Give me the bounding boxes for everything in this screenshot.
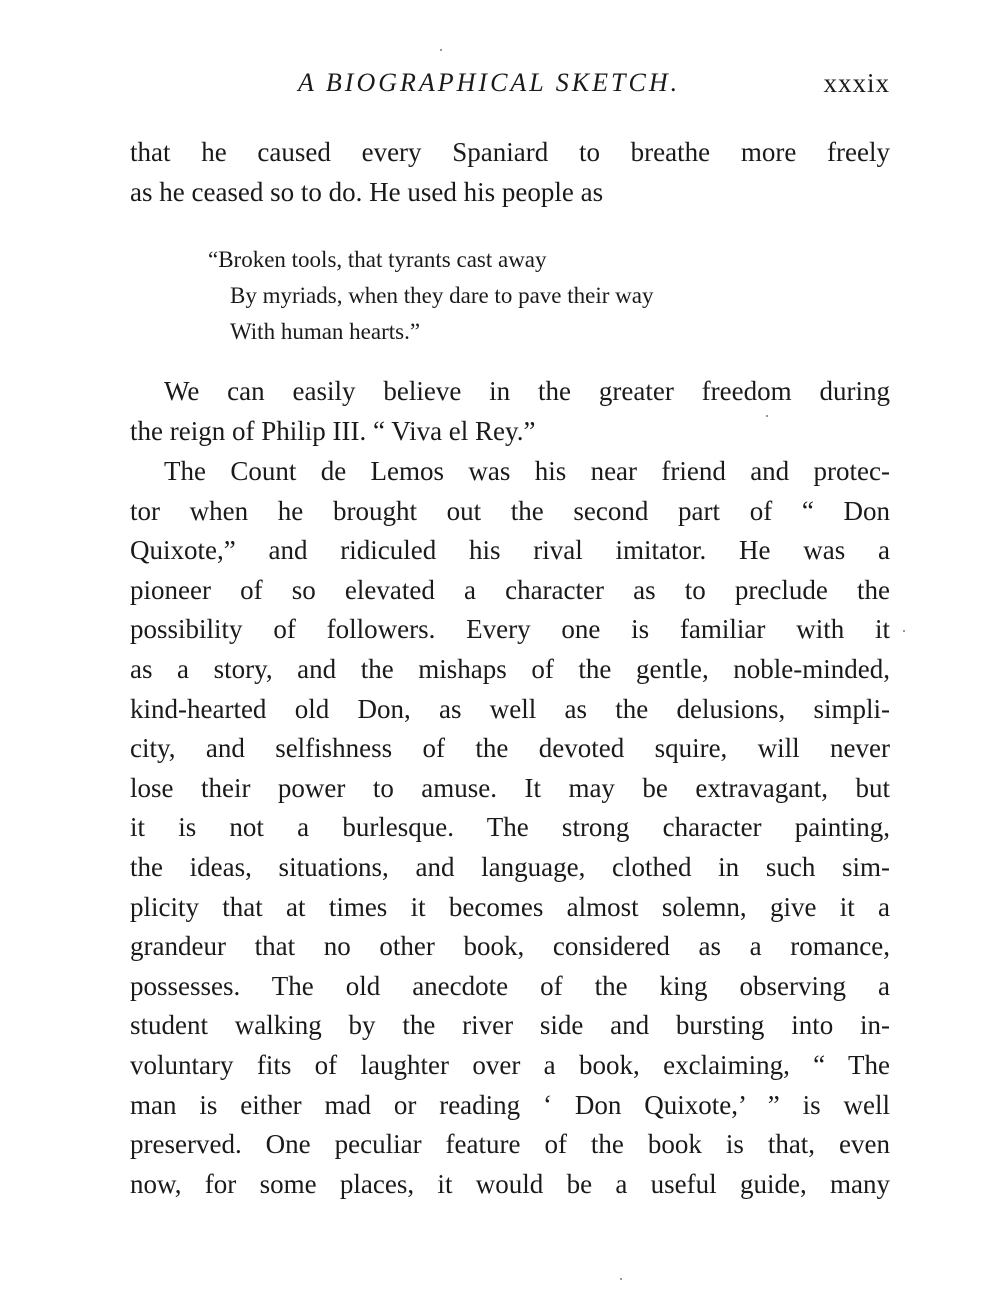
text-line: city, and selfishness of the devoted squire, will never <box>130 733 890 764</box>
text-line: plicity that at times it becomes almost solemn, give it a <box>130 891 890 922</box>
text-line: that he caused every Spaniard to breathe more freely <box>130 137 890 167</box>
text-line: We can easily believe in the greater freedom during <box>164 376 890 406</box>
scan-speck <box>440 49 442 51</box>
text-line: now, for some places, it would be a useful guide, many <box>130 1168 890 1199</box>
running-head <box>130 68 890 108</box>
paragraph-don-quixote <box>130 452 890 1204</box>
scan-speck <box>903 630 905 632</box>
verse-line: With human hearts.” <box>230 319 421 344</box>
text-line: grandeur that no other book, considered as a romance, <box>130 931 890 962</box>
text-line: as he ceased so to do. He used his people as <box>130 176 604 207</box>
text-line: kind-hearted old Don, as well as the delusions, simpli- <box>130 693 890 724</box>
text-line: it is not a burlesque. The strong character painting, <box>130 812 890 843</box>
text-line: the ideas, situations, and language, clothed in such sim- <box>130 851 890 882</box>
text-line: Quixote,” and ridiculed his rival imitator. He was a <box>130 535 890 566</box>
verse-line: By myriads, when they dare to pave their way <box>230 283 654 308</box>
paragraph-continuation <box>130 133 890 212</box>
scan-speck <box>620 1278 622 1280</box>
running-title: A BIOGRAPHICAL SKETCH. <box>298 68 681 97</box>
text-line: the reign of Philip III. “ Viva el Rey.” <box>130 415 536 446</box>
verse-line: “Broken tools, that tyrants cast away <box>208 247 547 272</box>
page-number: xxxix <box>823 68 890 98</box>
text-line: pioneer of so elevated a character as to preclude the <box>130 574 890 605</box>
paragraph-philip <box>130 372 890 451</box>
text-line: tor when he brought out the second part of “ Don <box>130 495 890 526</box>
text-line: man is either mad or reading ‘ Don Quixote,’ ” is well <box>130 1089 890 1120</box>
text-line: possesses. The old anecdote of the king observing a <box>130 970 890 1001</box>
scan-speck <box>766 415 768 417</box>
text-line: as a story, and the mishaps of the gentle, noble-minded, <box>130 653 890 684</box>
text-line: The Count de Lemos was his near friend and protec- <box>164 456 890 486</box>
text-line: preserved. One peculiar feature of the book is that, even <box>130 1129 890 1160</box>
text-line: voluntary fits of laughter over a book, exclaiming, “ The <box>130 1049 890 1080</box>
text-line: possibility of followers. Every one is familiar with it <box>130 614 890 645</box>
text-line: lose their power to amuse. It may be extravagant, but <box>130 772 890 803</box>
text-line: student walking by the river side and bursting into in- <box>130 1010 890 1041</box>
verse-quotation <box>208 242 653 350</box>
